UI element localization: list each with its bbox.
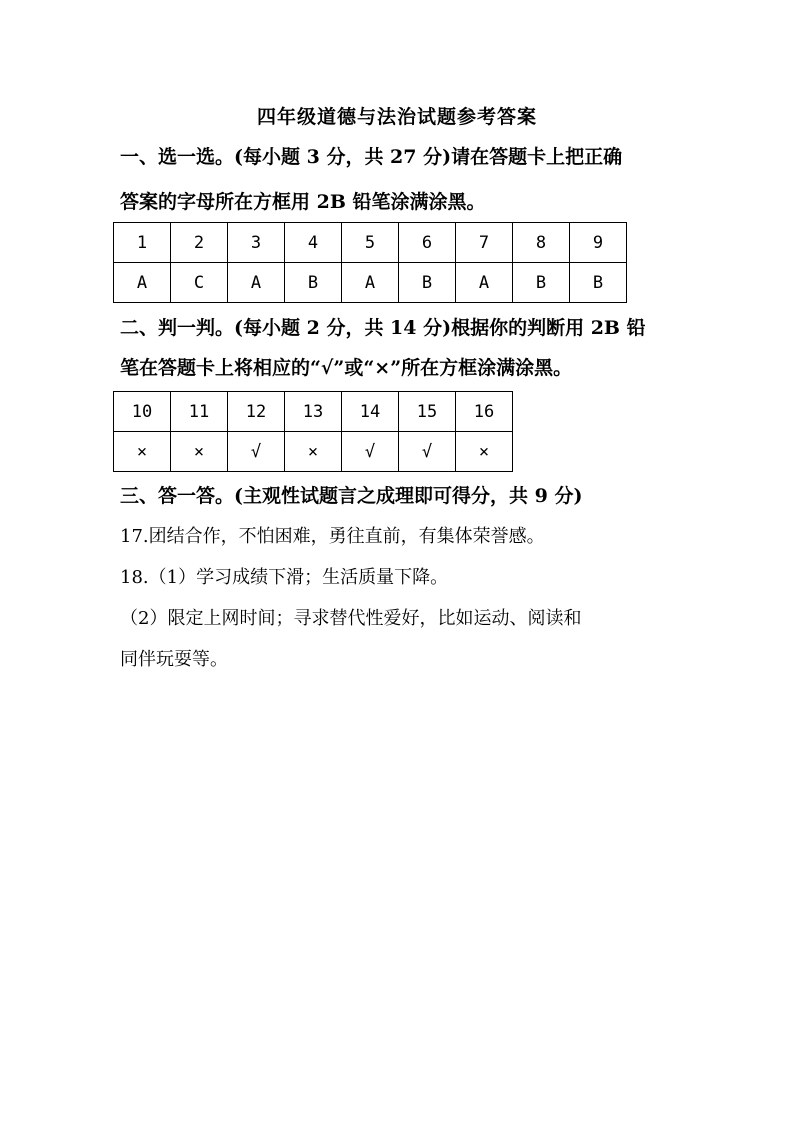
answer-cell: A [228,263,285,303]
answer-cell: B [570,263,627,303]
question-number-cell: 9 [570,223,627,263]
section2-heading-line2: 笔在答题卡上将相应的“√”或“×”所在方框涂满涂黑。 [120,357,573,379]
section2-number-row [114,392,513,432]
question-number-cell: 5 [342,223,399,263]
question-number-cell: 7 [456,223,513,263]
question-number-cell: 4 [285,223,342,263]
answer-cell: × [171,432,228,472]
section2-heading-line1: 二、判一判。(每小题 2 分，共 14 分)根据你的判断用 2B 铅 [120,317,646,339]
section2-answer-table [113,391,513,472]
section2-answer-row [114,432,513,472]
answer-cell: A [456,263,513,303]
answer-cell: B [399,263,456,303]
answer-18-part1: 18.（1）学习成绩下滑；生活质量下降。 [120,567,449,588]
section1-heading-line2: 答案的字母所在方框用 2B 铅笔涂满涂黑。 [120,191,486,213]
answer-cell: C [171,263,228,303]
question-number-cell: 8 [513,223,570,263]
answer-18-part2-continued: 同伴玩耍等。 [120,649,228,670]
question-number-cell: 10 [114,392,171,432]
question-number-cell: 2 [171,223,228,263]
answer-cell: B [285,263,342,303]
answer-cell: × [456,432,513,472]
question-number-cell: 13 [285,392,342,432]
answer-17: 17.团结合作，不怕困难，勇往直前，有集体荣誉感。 [120,526,545,547]
answer-cell: × [285,432,342,472]
answer-cell: A [114,263,171,303]
section1-heading-line1: 一、选一选。(每小题 3 分，共 27 分)请在答题卡上把正确 [120,146,623,168]
question-number-cell: 6 [399,223,456,263]
question-number-cell: 16 [456,392,513,432]
question-number-cell: 15 [399,392,456,432]
answer-cell: √ [342,432,399,472]
question-number-cell: 3 [228,223,285,263]
question-number-cell: 12 [228,392,285,432]
answer-18-part2: （2）限定上网时间；寻求替代性爱好，比如运动、阅读和 [120,608,582,629]
section3-heading: 三、答一答。(主观性试题言之成理即可得分，共 9 分) [120,485,583,507]
answer-cell: × [114,432,171,472]
question-number-cell: 14 [342,392,399,432]
answer-cell: A [342,263,399,303]
answer-cell: √ [399,432,456,472]
answer-cell: B [513,263,570,303]
question-number-cell: 1 [114,223,171,263]
section1-answer-row [114,263,627,303]
page-title: 四年级道德与法治试题参考答案 [256,106,537,128]
answer-cell: √ [228,432,285,472]
question-number-cell: 11 [171,392,228,432]
section1-number-row [114,223,627,263]
section1-answer-table [113,222,627,303]
